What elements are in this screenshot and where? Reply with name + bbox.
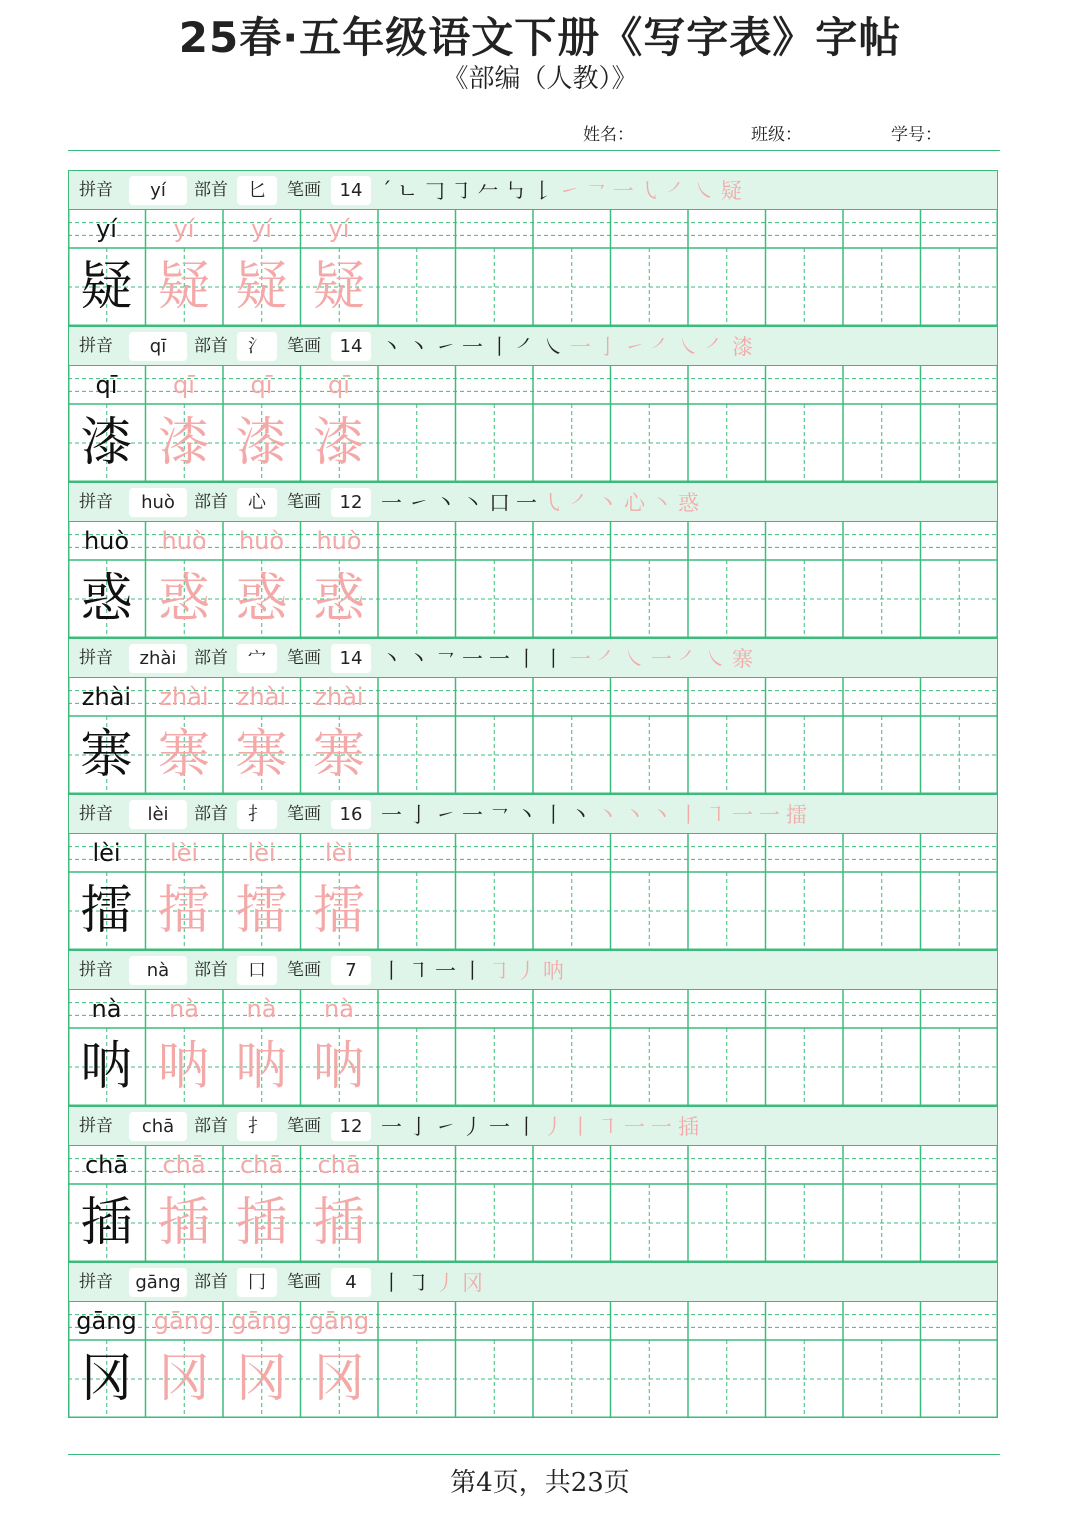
trace-character: 插 bbox=[157, 1193, 210, 1253]
stroke-count-value: 16 bbox=[331, 800, 371, 829]
pinyin-value: gāng bbox=[129, 1268, 187, 1297]
trace-pinyin: yí bbox=[328, 215, 350, 243]
model-character: 呐 bbox=[80, 1037, 133, 1097]
trace-pinyin: yí bbox=[251, 215, 272, 243]
stroke-count-label: 笔画 bbox=[287, 1272, 321, 1292]
char-entry bbox=[68, 326, 998, 482]
model-pinyin: huò bbox=[83, 527, 130, 555]
stroke-count-value: 14 bbox=[331, 332, 371, 361]
stroke-order-text: ´ ㄴ 𠃌 ㇆ 𠂉 ㇉ 𠄌 ㇀ ㇖ 一 ㇂ ㇒ ㇏ 疑 bbox=[381, 179, 742, 203]
pinyin-label: 拼音 bbox=[79, 1116, 113, 1136]
model-character: 惑 bbox=[80, 569, 133, 629]
pinyin-label: 拼音 bbox=[79, 1272, 113, 1292]
char-entry bbox=[68, 638, 998, 794]
trace-character: 冈 bbox=[235, 1349, 288, 1409]
stroke-order-text: 丶 丶 ㇀ 一 丨 ㇒ ㇏ 一 亅 ㇀ ㇒ ㇏ ㇒ 漆 bbox=[381, 335, 753, 359]
radical-label: 部首 bbox=[194, 804, 228, 824]
char-entry bbox=[68, 950, 998, 1106]
model-pinyin: yí bbox=[96, 215, 117, 243]
stroke-order bbox=[381, 1107, 705, 1147]
model-character: 冈 bbox=[80, 1349, 133, 1409]
stroke-count-label: 笔画 bbox=[287, 336, 321, 356]
radical-value: 冂 bbox=[237, 1268, 277, 1297]
model-character: 漆 bbox=[80, 413, 133, 473]
stroke-count-value: 7 bbox=[331, 956, 371, 985]
stroke-order bbox=[381, 1263, 489, 1303]
pinyin-value: yí bbox=[129, 176, 187, 205]
stroke-order bbox=[381, 171, 748, 211]
model-pinyin: qī bbox=[95, 371, 118, 399]
radical-value: 氵 bbox=[237, 332, 277, 361]
stroke-order-text: 一 ㇀ 丶 ㇔ 口 一 ㇂ ㇒ 丶 心 ㇔ 惑 bbox=[381, 491, 699, 515]
model-pinyin: chā bbox=[84, 1151, 129, 1179]
entry-header bbox=[68, 1262, 998, 1302]
stroke-order-text: 丨 ㇆ 丿 冈 bbox=[381, 1271, 483, 1295]
trace-character: 冈 bbox=[157, 1349, 210, 1409]
trace-pinyin: qī bbox=[250, 371, 273, 399]
entry-header bbox=[68, 482, 998, 522]
trace-pinyin: zhài bbox=[236, 683, 287, 711]
model-character: 疑 bbox=[80, 257, 133, 317]
model-pinyin: zhài bbox=[81, 683, 132, 711]
trace-pinyin: zhài bbox=[159, 683, 209, 711]
radical-value: 口 bbox=[237, 956, 277, 985]
trace-character: 寨 bbox=[312, 725, 365, 785]
student-number-label: 学号： bbox=[891, 125, 942, 145]
entry-header bbox=[68, 794, 998, 834]
trace-pinyin: gāng bbox=[231, 1307, 292, 1335]
trace-character: 漆 bbox=[235, 413, 288, 473]
trace-character: 插 bbox=[312, 1193, 365, 1253]
char-entry bbox=[68, 794, 998, 950]
stroke-order bbox=[381, 327, 759, 367]
trace-character: 疑 bbox=[235, 257, 288, 317]
char-entry bbox=[68, 170, 998, 326]
page-title: 25春·五年级语文下册《写字表》字帖 bbox=[178, 13, 902, 62]
stroke-count-label: 笔画 bbox=[287, 648, 321, 668]
stroke-count-value: 14 bbox=[331, 176, 371, 205]
char-entry bbox=[68, 482, 998, 638]
trace-pinyin: lèi bbox=[247, 839, 276, 867]
stroke-count-label: 笔画 bbox=[287, 492, 321, 512]
model-character: 寨 bbox=[80, 725, 133, 785]
model-pinyin: gāng bbox=[76, 1307, 137, 1335]
trace-character: 擂 bbox=[157, 881, 210, 941]
pinyin-value: chā bbox=[129, 1112, 187, 1141]
trace-pinyin: chā bbox=[162, 1151, 206, 1179]
trace-pinyin: qī bbox=[173, 371, 195, 399]
pinyin-label: 拼音 bbox=[79, 180, 113, 200]
trace-pinyin: gāng bbox=[308, 1307, 370, 1335]
char-entry bbox=[68, 1262, 998, 1418]
stroke-count-label: 笔画 bbox=[287, 1116, 321, 1136]
trace-character: 疑 bbox=[312, 257, 365, 317]
stroke-order-text: 丨 ㇕ 一 丨 ㇆ 丿 呐 bbox=[381, 959, 564, 983]
radical-label: 部首 bbox=[194, 492, 228, 512]
radical-label: 部首 bbox=[194, 960, 228, 980]
trace-pinyin: lèi bbox=[169, 839, 199, 867]
stroke-order bbox=[381, 483, 705, 523]
entry-header bbox=[68, 326, 998, 366]
stroke-order-text: 一 亅 ㇀ 一 ㇖ 丶 丨 丶 丶 丶 丶 丨 ㇕ 一 一 擂 bbox=[381, 803, 807, 827]
trace-pinyin: nà bbox=[169, 995, 199, 1023]
trace-pinyin: yí bbox=[173, 215, 195, 243]
stroke-count-value: 14 bbox=[331, 644, 371, 673]
bottom-divider bbox=[68, 1454, 1000, 1455]
trace-character: 擂 bbox=[312, 881, 365, 941]
trace-pinyin: zhài bbox=[314, 683, 364, 711]
stroke-order-text: 一 亅 ㇀ 丿 一 丨 丿 丨 ㇕ 一 一 插 bbox=[381, 1115, 699, 1139]
trace-pinyin: huò bbox=[161, 527, 207, 555]
trace-pinyin: chā bbox=[317, 1151, 361, 1179]
pinyin-label: 拼音 bbox=[79, 960, 113, 980]
entry-header bbox=[68, 1106, 998, 1146]
pinyin-value: huò bbox=[129, 488, 187, 517]
practice-sheet bbox=[68, 170, 998, 1418]
pinyin-label: 拼音 bbox=[79, 648, 113, 668]
trace-character: 呐 bbox=[157, 1037, 210, 1097]
stroke-order-text: 丶 丶 ㇖ 一 一 丨 丨 一 ㇒ ㇏ 一 ㇒ ㇏ 寨 bbox=[381, 647, 753, 671]
stroke-count-value: 4 bbox=[331, 1268, 371, 1297]
radical-label: 部首 bbox=[194, 180, 228, 200]
model-character: 插 bbox=[80, 1193, 133, 1253]
trace-character: 漆 bbox=[157, 413, 210, 473]
trace-pinyin: gāng bbox=[153, 1307, 215, 1335]
radical-value: 扌 bbox=[237, 800, 277, 829]
trace-pinyin: nà bbox=[324, 995, 354, 1023]
pinyin-value: zhài bbox=[129, 644, 187, 673]
top-divider bbox=[68, 150, 1000, 151]
trace-pinyin: chā bbox=[239, 1151, 284, 1179]
trace-character: 惑 bbox=[235, 569, 288, 629]
char-entry bbox=[68, 1106, 998, 1262]
stroke-count-value: 12 bbox=[331, 488, 371, 517]
stroke-order bbox=[381, 639, 759, 679]
name-label: 姓名： bbox=[583, 125, 634, 145]
model-pinyin: nà bbox=[91, 995, 122, 1023]
stroke-order bbox=[381, 951, 570, 991]
trace-character: 呐 bbox=[312, 1037, 365, 1097]
radical-label: 部首 bbox=[194, 1272, 228, 1292]
stroke-order bbox=[381, 795, 813, 835]
pinyin-label: 拼音 bbox=[79, 492, 113, 512]
stroke-count-label: 笔画 bbox=[287, 180, 321, 200]
radical-value: 匕 bbox=[237, 176, 277, 205]
trace-character: 呐 bbox=[235, 1037, 288, 1097]
pinyin-label: 拼音 bbox=[79, 804, 113, 824]
trace-character: 惑 bbox=[157, 569, 210, 629]
trace-pinyin: huò bbox=[238, 527, 285, 555]
trace-character: 寨 bbox=[157, 725, 210, 785]
trace-pinyin: nà bbox=[246, 995, 277, 1023]
trace-character: 惑 bbox=[312, 569, 365, 629]
radical-label: 部首 bbox=[194, 336, 228, 356]
trace-character: 擂 bbox=[235, 881, 288, 941]
stroke-count-label: 笔画 bbox=[287, 804, 321, 824]
model-character: 擂 bbox=[80, 881, 133, 941]
page-number: 第4页，共23页 bbox=[450, 1468, 630, 1498]
pinyin-label: 拼音 bbox=[79, 336, 113, 356]
radical-label: 部首 bbox=[194, 648, 228, 668]
trace-pinyin: qī bbox=[328, 371, 350, 399]
stroke-count-label: 笔画 bbox=[287, 960, 321, 980]
trace-character: 漆 bbox=[312, 413, 365, 473]
model-pinyin: lèi bbox=[92, 839, 121, 867]
trace-character: 冈 bbox=[312, 1349, 365, 1409]
entry-header bbox=[68, 638, 998, 678]
radical-label: 部首 bbox=[194, 1116, 228, 1136]
radical-value: 宀 bbox=[237, 644, 277, 673]
trace-pinyin: lèi bbox=[324, 839, 354, 867]
trace-pinyin: huò bbox=[316, 527, 362, 555]
entry-header bbox=[68, 950, 998, 990]
page-subtitle: 《部编（人教）》 bbox=[442, 64, 638, 94]
pinyin-value: nà bbox=[129, 956, 187, 985]
pinyin-value: qī bbox=[129, 332, 187, 361]
stroke-count-value: 12 bbox=[331, 1112, 371, 1141]
trace-character: 插 bbox=[235, 1193, 288, 1253]
radical-value: 扌 bbox=[237, 1112, 277, 1141]
entry-header bbox=[68, 170, 998, 210]
class-label: 班级： bbox=[751, 125, 802, 145]
pinyin-value: lèi bbox=[129, 800, 187, 829]
trace-character: 寨 bbox=[235, 725, 288, 785]
trace-character: 疑 bbox=[157, 257, 210, 317]
radical-value: 心 bbox=[237, 488, 277, 517]
